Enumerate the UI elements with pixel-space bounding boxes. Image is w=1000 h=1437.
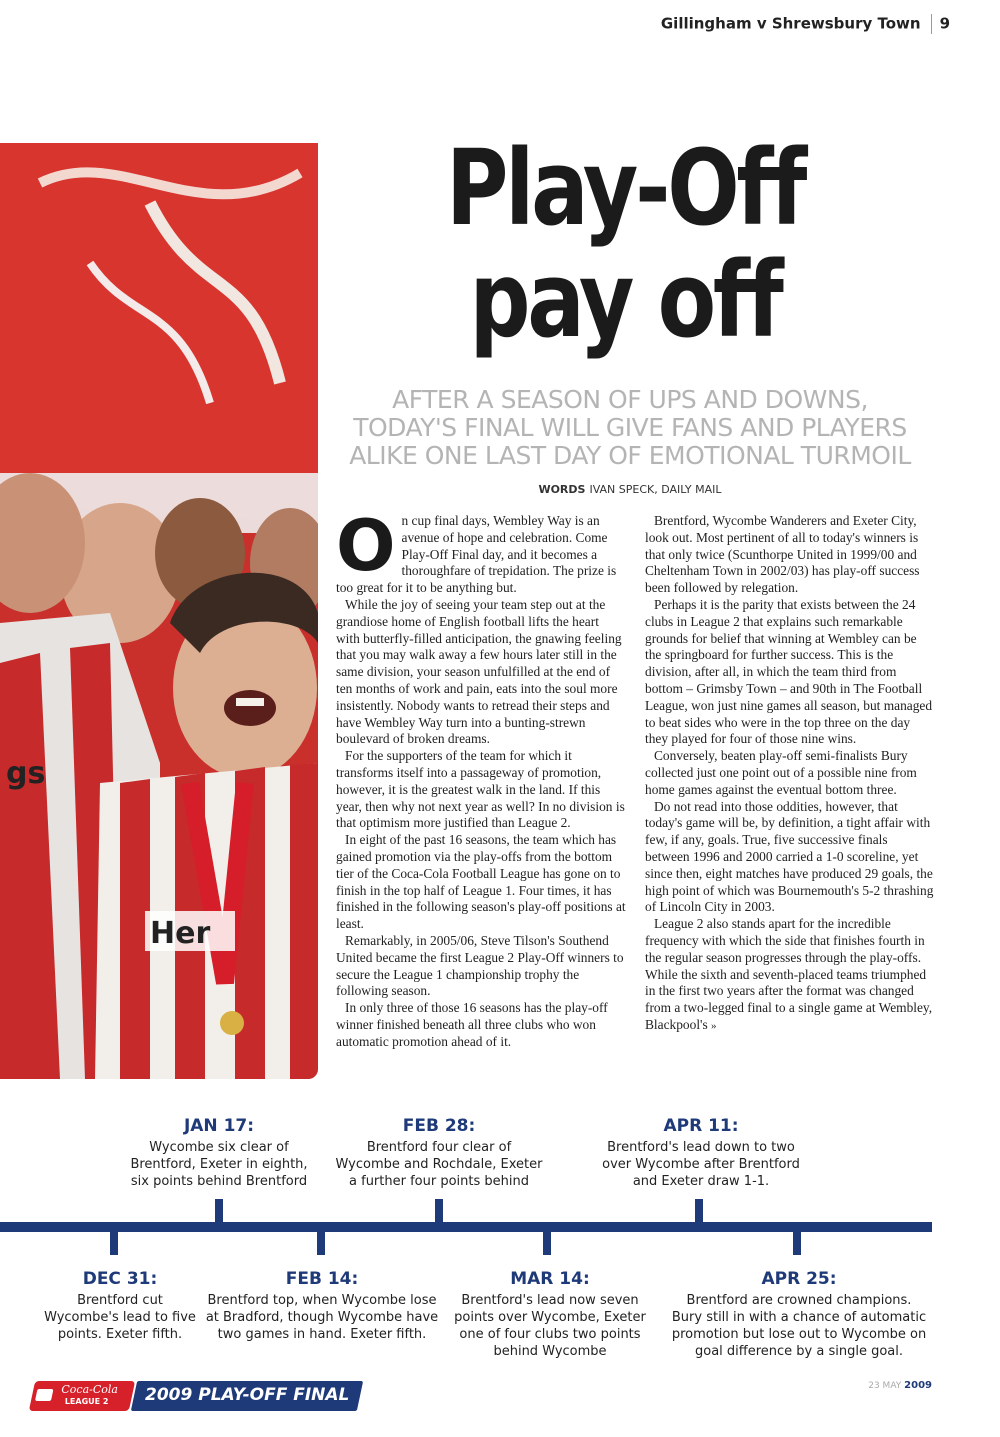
timeline-date: APR 11: (663, 1116, 739, 1136)
byline-author: IVAN SPECK, DAILY MAIL (589, 483, 722, 496)
article-paragraph-text: League 2 also stands apart for the incredible frequency with which the side that finishes fourth in the regular season progresses through the play-offs. While the sixth and seventh-placed teams triumphed in the first two years after the format was changed from a two-legged final to a single game at Wembley, Blackpool's (645, 916, 933, 1032)
dropcap: O (336, 505, 396, 587)
banner-text: gs (6, 756, 46, 791)
timeline-tick (695, 1199, 703, 1223)
timeline-text: Brentford four clear of Wycombe and Rochdale, Exeter a further four points behind (335, 1140, 543, 1189)
timeline-date: DEC 31: (82, 1269, 158, 1289)
footer-date-day: 23 MAY (868, 1381, 902, 1391)
article-paragraph: n cup final days, Wembley Way is an avenue of hope and celebration. Come Play-Off Final day, and it becomes a thoroughfare of trepidation. The prize is too great for it to be anything but. (336, 513, 617, 596)
article-paragraph: Brentford, Wycombe Wanderers and Exeter City, look out. Most pertinent of all to today's winners is that only twice (Scunthorpe United in 1999/00 and Cheltenham Town in 2002/03) has play-off success been followed by relegation. (645, 513, 920, 596)
timeline-event-above (334, 1115, 544, 1190)
timeline-date: APR 25: (761, 1269, 837, 1289)
timeline-event-above (128, 1115, 310, 1190)
timeline-text: Brentford's lead down to two over Wycombe after Brentford and Exeter draw 1-1. (602, 1140, 800, 1189)
article-paragraph: In eight of the past 16 seasons, the team which has gained promotion via the play-offs from the bottom tier of the Coca-Cola Football League has gone on to finish in the top half of League 1. Four times, it has finished in the following season's play-off positions at least. (336, 832, 626, 932)
continue-arrow-icon: » (711, 1019, 717, 1032)
headline-line-2: pay off (469, 239, 781, 361)
footer-date (868, 1380, 932, 1391)
headline-line-1: Play-Off (445, 127, 805, 249)
timeline-tick (793, 1231, 801, 1255)
timeline-event-below (40, 1268, 200, 1343)
timeline-text: Brentford's lead now seven points over Wycombe, Exeter one of four clubs two points behind Wycombe (454, 1293, 646, 1359)
timeline-date: MAR 14: (510, 1269, 590, 1289)
running-head (661, 14, 950, 34)
timeline-tick (110, 1231, 118, 1255)
footer-tag-text: 2009 PLAY-OFF FINAL (145, 1385, 350, 1405)
article-column-1 (336, 505, 626, 1051)
article-paragraph: In only three of those 16 seasons has the play-off winner finished beneath all three clubs who won automatic promotion ahead of it. (336, 1000, 608, 1049)
article-paragraph: For the supporters of the team for which it transforms itself into a passageway of promotion, however, it is the greatest walk in the land. If this year, then why not next year as well? In no division is that optimism more justified than League 2. (336, 748, 625, 831)
shirt-sponsor-text: Her (150, 916, 211, 951)
article-paragraph (645, 916, 935, 1035)
timeline-event-above (598, 1115, 804, 1190)
byline (338, 483, 922, 496)
timeline-tick (435, 1199, 443, 1223)
timeline-tick (543, 1231, 551, 1255)
footer-tag (131, 1381, 363, 1411)
article-paragraph: Remarkably, in 2005/06, Steve Tilson's Southend United became the first League 2 Play-Off winners to secure the League 1 championship trophy the following season. (336, 932, 624, 999)
article-paragraph: Conversely, beaten play-off semi-finalists Bury collected just one point out of a possible nine from home games against the eventual bottom three. (645, 748, 917, 797)
article-paragraph: Perhaps it is the parity that exists between the 24 clubs in League 2 that explains such remarkable grounds for belief that winning at Wembley can be the springboard for further success. This is the division, after all, in which the team third from bottom – Grimsby Town – and 90th in The Football League, won just nine games all season, but managed to beat sides who were in the top three on the day they played for four of those nine wins. (645, 596, 933, 747)
timeline-tick (317, 1231, 325, 1255)
footer-date-year: 2009 (904, 1380, 932, 1391)
timeline-event-below (670, 1268, 928, 1360)
timeline-date: JAN 17: (183, 1116, 255, 1136)
logo-league: LEAGUE 2 (64, 1397, 109, 1406)
article-paragraph: Do not read into those oddities, however, that today's game will be, by definition, a tight affair with few, if any, goals. True, five successive finals between 1996 and 2000 carried a 1-0 scoreline, yet since then, eight matches have produced 29 goals, the high point of which was Bournemouth's 5-2 thrashing of Lincoln City in 2003. (645, 798, 934, 915)
timeline-text: Brentford top, when Wycombe lose at Bradford, though Wycombe have two games in hand. Exeter fifth. (205, 1293, 439, 1342)
celebration-photo (0, 143, 318, 1079)
logo-brand: Coca-Cola (61, 1383, 118, 1396)
timeline-text: Brentford are crowned champions. Bury still in with a chance of automatic promotion but lose out to Wycombe on goal difference by a single goal. (671, 1293, 927, 1359)
timeline-tick (215, 1199, 223, 1223)
byline-label: WORDS (538, 483, 586, 496)
page-number: 9 (939, 14, 950, 33)
timeline-event-below (204, 1268, 440, 1343)
article-paragraph: While the joy of seeing your team step out at the grandiose home of English football lifts the heart with butterfly-filled anticipation, the gnawing feeling that you may walk away a few hours later still in the same division, your season unfulfilled at the end of ten months of work and pain, eats into the soul more insistently. Nobody wants to retread their steps and have Wembley Way turn into a bunting-strewn boulevard of broken dreams. (336, 596, 622, 747)
timeline-date: FEB 28: (402, 1116, 476, 1136)
celebration-photo-illustration (0, 143, 318, 1079)
timeline-date: FEB 14: (285, 1269, 359, 1289)
standfirst: AFTER A SEASON OF UPS AND DOWNS, TODAY'S FINAL WILL GIVE FANS AND PLAYERS ALIKE ONE LAST DAY OF EMOTIONAL TURMOIL (349, 385, 911, 470)
logo-mark-icon (35, 1389, 54, 1401)
running-head-title: Gillingham v Shrewsbury Town (660, 14, 921, 33)
timeline-text: Wycombe six clear of Brentford, Exeter in eighth, six points behind Brentford (130, 1140, 308, 1189)
timeline-event-below (452, 1268, 648, 1360)
article-column-2 (645, 513, 935, 1035)
page-title (383, 127, 867, 361)
running-head-divider (931, 14, 932, 34)
coca-cola-league-2-logo (29, 1381, 135, 1411)
timeline-text: Brentford cut Wycombe's lead to five points. Exeter fifth. (44, 1293, 196, 1342)
